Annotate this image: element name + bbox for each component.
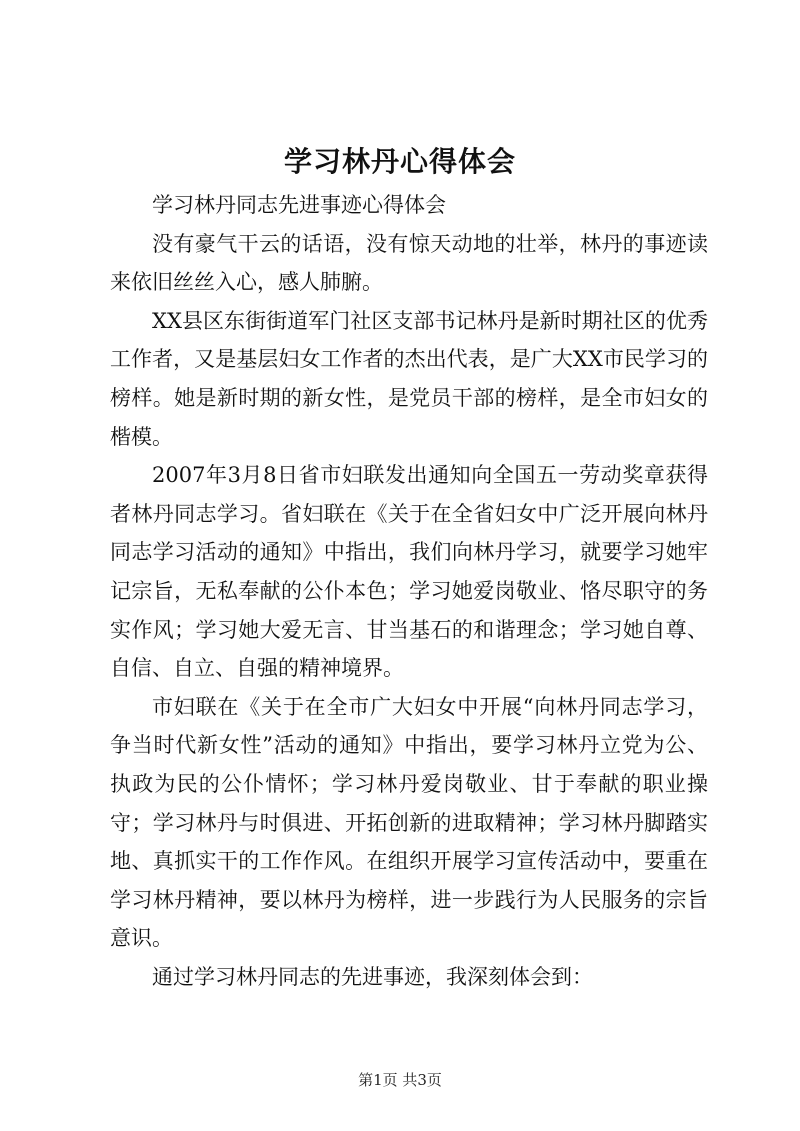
- paragraph-subtitle: 学习林丹同志先进事迹心得体会: [152, 193, 446, 217]
- paragraph: 市妇联在《关于在全市广大妇女中开展“向林丹同志学习，争当时代新女性”活动的通知》中指出，要学习林丹立党为公、执政为民的公仆情怀；学习林丹爱岗敬业、甘于奉献的职业操守；学习林丹与时俱进、开拓创新的进取精神；学习林丹脚踏实地、真抓实干的工作作风。在组织开展学习宣传活动中，要重在学习林丹精神，要以林丹为榜样，进一步践行为人民服务的宗旨意识。: [110, 694, 708, 951]
- paragraph: 通过学习林丹同志的先进事迹，我深刻体会到：: [152, 964, 593, 989]
- paragraph: XX县区东街街道军门社区支部书记林丹是新时期社区的优秀工作者，又是基层妇女工作者的杰出代表，是广大XX市民学习的榜样。她是新时期的新女性，是党员干部的榜样，是全市妇女的楷模。: [110, 308, 708, 449]
- document-title: 学习林丹心得体会: [283, 145, 516, 178]
- document-body: [110, 186, 708, 996]
- page-footer: 第1页 共3页: [358, 1071, 442, 1089]
- paragraph: 2007年3月8日省市妇联发出通知向全国五一劳动奖章获得者林丹同志学习。省妇联在《关于在全省妇女中广泛开展向林丹同志学习活动的通知》中指出，我们向林丹学习，就要学习她牢记宗旨，无私奉献的公仆本色；学习她爱岗敬业、恪尽职守的务实作风；学习她大爱无言、甘当基石的和谐理念；学习她自尊、自信、自立、自强的精神境界。: [110, 463, 708, 681]
- paragraph: 没有豪气干云的话语，没有惊天动地的壮举，林丹的事迹读来依旧丝丝入心，感人肺腑。: [110, 231, 708, 295]
